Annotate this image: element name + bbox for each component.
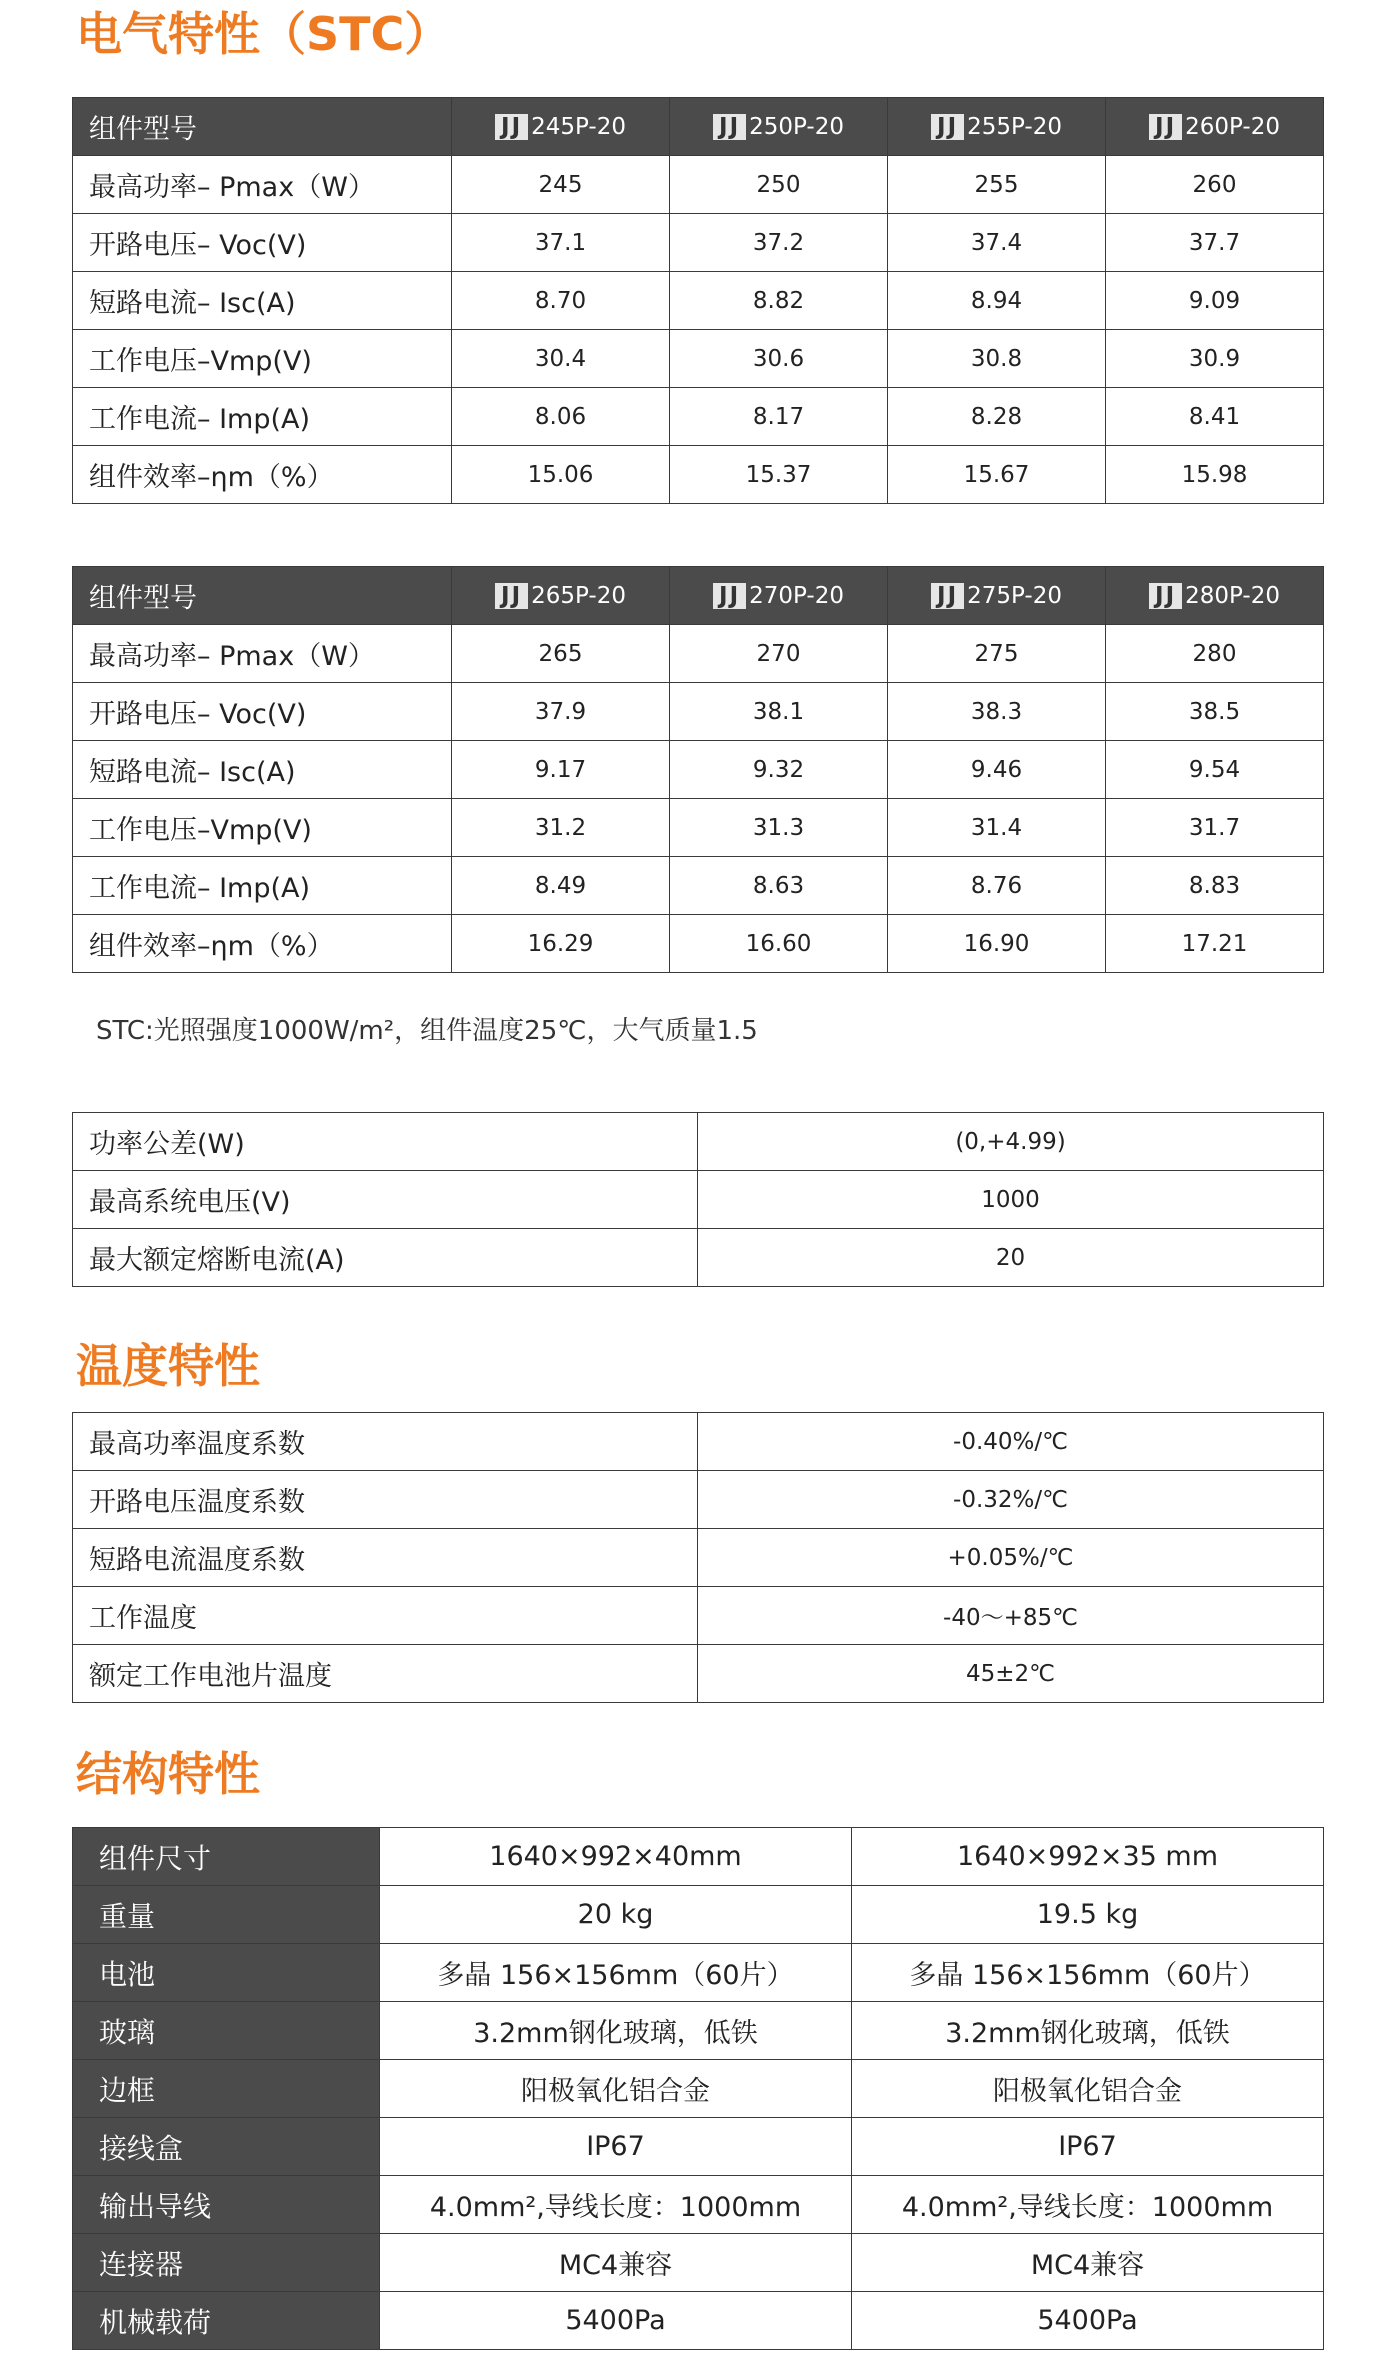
table-row bbox=[73, 156, 1324, 214]
table-cell: 45±2℃ bbox=[698, 1645, 1324, 1703]
table-cell: 1000 bbox=[698, 1171, 1324, 1229]
temperature-section-title: 温度特性 bbox=[76, 1339, 260, 1393]
table-header-row bbox=[73, 567, 1324, 625]
row-label: 重量 bbox=[73, 1886, 380, 1944]
table-row bbox=[73, 799, 1324, 857]
row-label: 短路电流– Isc(A) bbox=[73, 272, 452, 330]
table-cell: 17.21 bbox=[1106, 915, 1324, 973]
table-cell: 8.06 bbox=[452, 388, 670, 446]
model-number: 275P-20 bbox=[967, 582, 1062, 609]
table-cell: 1640×992×40mm bbox=[380, 1828, 852, 1886]
table-row bbox=[73, 683, 1324, 741]
model-cell bbox=[1106, 567, 1324, 625]
model-number: 260P-20 bbox=[1185, 113, 1280, 140]
model-prefix: JJ bbox=[495, 583, 528, 609]
row-label: 接线盒 bbox=[73, 2118, 380, 2176]
table-cell: 8.83 bbox=[1106, 857, 1324, 915]
table-cell: -0.32%/℃ bbox=[698, 1471, 1324, 1529]
table-cell: 9.09 bbox=[1106, 272, 1324, 330]
table-row bbox=[73, 1886, 1324, 1944]
table-row bbox=[73, 1645, 1324, 1703]
model-number: 250P-20 bbox=[749, 113, 844, 140]
table-row bbox=[73, 2234, 1324, 2292]
table-row bbox=[73, 2060, 1324, 2118]
table-cell: 8.82 bbox=[670, 272, 888, 330]
row-label: 短路电流– Isc(A) bbox=[73, 741, 452, 799]
row-label: 最大额定熔断电流(A) bbox=[73, 1229, 698, 1287]
table-cell: 8.76 bbox=[888, 857, 1106, 915]
row-label: 短路电流温度系数 bbox=[73, 1529, 698, 1587]
row-label: 组件效率–ηm（%） bbox=[73, 915, 452, 973]
table-cell: 16.90 bbox=[888, 915, 1106, 973]
table-cell: 阳极氧化铝合金 bbox=[852, 2060, 1324, 2118]
table-cell: 阳极氧化铝合金 bbox=[380, 2060, 852, 2118]
table-cell: 250 bbox=[670, 156, 888, 214]
table-cell: -40～+85℃ bbox=[698, 1587, 1324, 1645]
table-cell: 37.4 bbox=[888, 214, 1106, 272]
table-cell: 多晶 156×156mm（60片） bbox=[380, 1944, 852, 2002]
table-cell: IP67 bbox=[852, 2118, 1324, 2176]
table-row bbox=[73, 2176, 1324, 2234]
table-row bbox=[73, 741, 1324, 799]
row-label: 开路电压– Voc(V) bbox=[73, 214, 452, 272]
row-label: 组件型号 bbox=[73, 98, 452, 156]
stc-note: STC:光照强度1000W/m²，组件温度25℃，大气质量1.5 bbox=[96, 1016, 758, 1046]
table-cell: 15.98 bbox=[1106, 446, 1324, 504]
table-cell: 37.1 bbox=[452, 214, 670, 272]
table-row bbox=[73, 1828, 1324, 1886]
table-cell: 30.6 bbox=[670, 330, 888, 388]
model-cell bbox=[670, 567, 888, 625]
table-cell: 31.3 bbox=[670, 799, 888, 857]
row-label: 开路电压– Voc(V) bbox=[73, 683, 452, 741]
row-label: 电池 bbox=[73, 1944, 380, 2002]
table-cell: 37.2 bbox=[670, 214, 888, 272]
table-cell: 4.0mm²,导线长度：1000mm bbox=[852, 2176, 1324, 2234]
model-prefix: JJ bbox=[931, 114, 964, 140]
temperature-table bbox=[72, 1412, 1324, 1703]
table-cell: 3.2mm钢化玻璃，低铁 bbox=[380, 2002, 852, 2060]
table-cell: 270 bbox=[670, 625, 888, 683]
electrical-table-2 bbox=[72, 566, 1324, 973]
table-cell: 31.2 bbox=[452, 799, 670, 857]
table-cell: 16.29 bbox=[452, 915, 670, 973]
table-cell: 9.46 bbox=[888, 741, 1106, 799]
table-cell: 9.17 bbox=[452, 741, 670, 799]
row-label: 组件尺寸 bbox=[73, 1828, 380, 1886]
model-cell bbox=[1106, 98, 1324, 156]
model-cell bbox=[452, 567, 670, 625]
table-cell: 15.06 bbox=[452, 446, 670, 504]
table-cell: 37.7 bbox=[1106, 214, 1324, 272]
row-label: 最高功率温度系数 bbox=[73, 1413, 698, 1471]
row-label: 最高功率– Pmax（W） bbox=[73, 156, 452, 214]
table-row bbox=[73, 214, 1324, 272]
table-row bbox=[73, 1171, 1324, 1229]
row-label: 工作电流– Imp(A) bbox=[73, 388, 452, 446]
row-label: 开路电压温度系数 bbox=[73, 1471, 698, 1529]
table-cell: 1640×992×35 mm bbox=[852, 1828, 1324, 1886]
table-row bbox=[73, 272, 1324, 330]
row-label: 机械载荷 bbox=[73, 2292, 380, 2350]
table-cell: MC4兼容 bbox=[380, 2234, 852, 2292]
row-label: 输出导线 bbox=[73, 2176, 380, 2234]
table-header-row bbox=[73, 98, 1324, 156]
model-prefix: JJ bbox=[931, 583, 964, 609]
model-cell bbox=[888, 98, 1106, 156]
table-cell: 30.9 bbox=[1106, 330, 1324, 388]
model-number: 280P-20 bbox=[1185, 582, 1280, 609]
table-cell: (0,+4.99) bbox=[698, 1113, 1324, 1171]
table-cell: -0.40%/℃ bbox=[698, 1413, 1324, 1471]
table-cell: MC4兼容 bbox=[852, 2234, 1324, 2292]
table-cell: 260 bbox=[1106, 156, 1324, 214]
table-cell: 245 bbox=[452, 156, 670, 214]
table-cell: 8.70 bbox=[452, 272, 670, 330]
row-label: 工作电流– Imp(A) bbox=[73, 857, 452, 915]
table-cell: 255 bbox=[888, 156, 1106, 214]
electrical-section-title: 电气特性（STC） bbox=[76, 7, 451, 61]
model-cell bbox=[888, 567, 1106, 625]
table-cell: 3.2mm钢化玻璃，低铁 bbox=[852, 2002, 1324, 2060]
row-label: 玻璃 bbox=[73, 2002, 380, 2060]
table-cell: 30.8 bbox=[888, 330, 1106, 388]
model-prefix: JJ bbox=[713, 583, 746, 609]
table-row bbox=[73, 330, 1324, 388]
table-cell: 8.49 bbox=[452, 857, 670, 915]
row-label: 组件型号 bbox=[73, 567, 452, 625]
table-row bbox=[73, 2292, 1324, 2350]
table-cell: +0.05%/℃ bbox=[698, 1529, 1324, 1587]
table-cell: 8.41 bbox=[1106, 388, 1324, 446]
table-cell: 31.4 bbox=[888, 799, 1106, 857]
table-row bbox=[73, 1587, 1324, 1645]
model-number: 255P-20 bbox=[967, 113, 1062, 140]
table-cell: 37.9 bbox=[452, 683, 670, 741]
model-prefix: JJ bbox=[1149, 114, 1182, 140]
table-row bbox=[73, 1529, 1324, 1587]
table-cell: 4.0mm²,导线长度：1000mm bbox=[380, 2176, 852, 2234]
table-row bbox=[73, 1471, 1324, 1529]
row-label: 边框 bbox=[73, 2060, 380, 2118]
table-cell: 20 kg bbox=[380, 1886, 852, 1944]
table-row bbox=[73, 857, 1324, 915]
table-row bbox=[73, 625, 1324, 683]
model-cell bbox=[452, 98, 670, 156]
row-label: 工作温度 bbox=[73, 1587, 698, 1645]
table-cell: 9.32 bbox=[670, 741, 888, 799]
model-prefix: JJ bbox=[713, 114, 746, 140]
table-cell: 9.54 bbox=[1106, 741, 1324, 799]
table-cell: 30.4 bbox=[452, 330, 670, 388]
structure-table bbox=[72, 1827, 1324, 2350]
table-cell: 8.94 bbox=[888, 272, 1106, 330]
system-table bbox=[72, 1112, 1324, 1287]
model-number: 265P-20 bbox=[531, 582, 626, 609]
table-cell: 280 bbox=[1106, 625, 1324, 683]
row-label: 工作电压–Vmp(V) bbox=[73, 799, 452, 857]
row-label: 组件效率–ηm（%） bbox=[73, 446, 452, 504]
table-cell: 19.5 kg bbox=[852, 1886, 1324, 1944]
row-label: 额定工作电池片温度 bbox=[73, 1645, 698, 1703]
table-cell: IP67 bbox=[380, 2118, 852, 2176]
table-row bbox=[73, 2118, 1324, 2176]
model-number: 270P-20 bbox=[749, 582, 844, 609]
model-number: 245P-20 bbox=[531, 113, 626, 140]
table-cell: 8.63 bbox=[670, 857, 888, 915]
table-cell: 31.7 bbox=[1106, 799, 1324, 857]
row-label: 连接器 bbox=[73, 2234, 380, 2292]
table-cell: 20 bbox=[698, 1229, 1324, 1287]
model-prefix: JJ bbox=[495, 114, 528, 140]
table-row bbox=[73, 2002, 1324, 2060]
table-cell: 38.3 bbox=[888, 683, 1106, 741]
table-cell: 275 bbox=[888, 625, 1106, 683]
table-row bbox=[73, 1113, 1324, 1171]
row-label: 功率公差(W) bbox=[73, 1113, 698, 1171]
model-prefix: JJ bbox=[1149, 583, 1182, 609]
table-cell: 5400Pa bbox=[852, 2292, 1324, 2350]
row-label: 最高功率– Pmax（W） bbox=[73, 625, 452, 683]
table-row bbox=[73, 446, 1324, 504]
table-row bbox=[73, 1229, 1324, 1287]
table-cell: 15.67 bbox=[888, 446, 1106, 504]
structure-section-title: 结构特性 bbox=[76, 1747, 260, 1801]
table-row bbox=[73, 1413, 1324, 1471]
row-label: 工作电压–Vmp(V) bbox=[73, 330, 452, 388]
table-row bbox=[73, 1944, 1324, 2002]
table-row bbox=[73, 388, 1324, 446]
row-label: 最高系统电压(V) bbox=[73, 1171, 698, 1229]
model-cell bbox=[670, 98, 888, 156]
table-cell: 5400Pa bbox=[380, 2292, 852, 2350]
table-cell: 38.1 bbox=[670, 683, 888, 741]
electrical-table-1 bbox=[72, 97, 1324, 504]
table-cell: 265 bbox=[452, 625, 670, 683]
table-row bbox=[73, 915, 1324, 973]
table-cell: 38.5 bbox=[1106, 683, 1324, 741]
table-cell: 15.37 bbox=[670, 446, 888, 504]
table-cell: 8.28 bbox=[888, 388, 1106, 446]
table-cell: 8.17 bbox=[670, 388, 888, 446]
table-cell: 多晶 156×156mm（60片） bbox=[852, 1944, 1324, 2002]
table-cell: 16.60 bbox=[670, 915, 888, 973]
